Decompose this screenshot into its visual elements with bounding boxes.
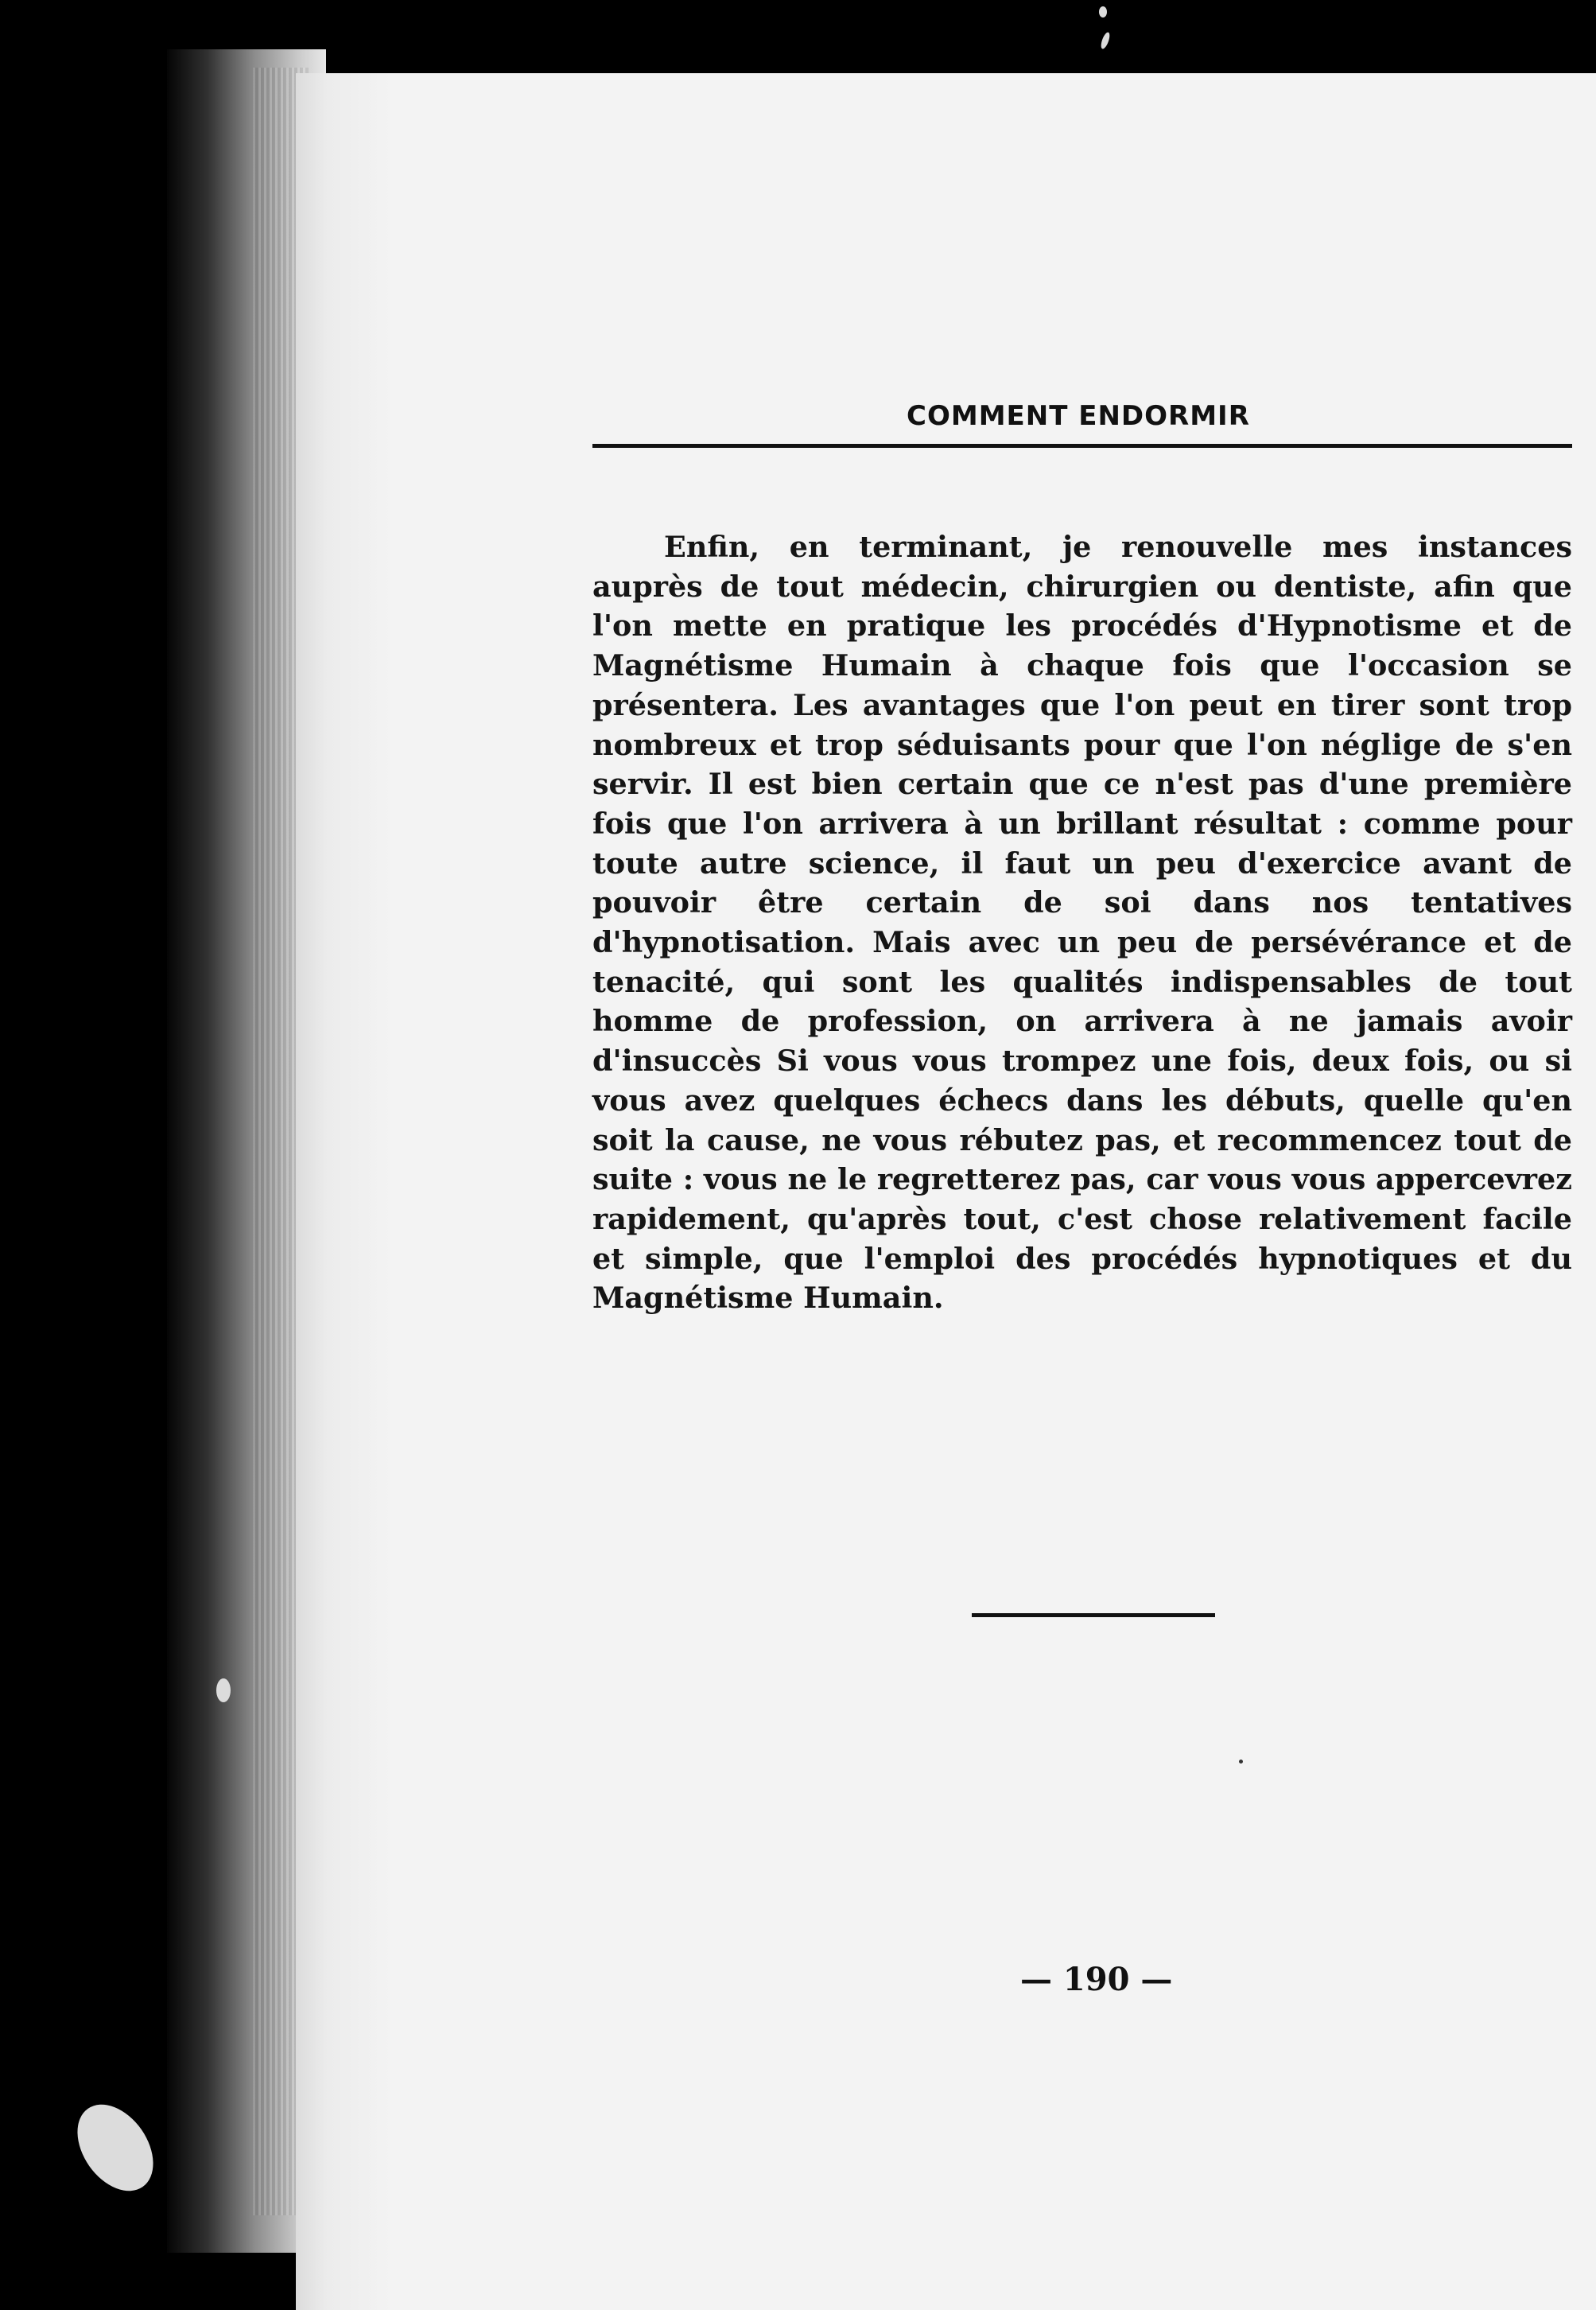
body-paragraph: Enfin, en terminant, je renouvelle mes instances auprès de tout médecin, chirurgien ou dentiste, afin que l'on mette en pratique les procédés d'Hypnotisme et de Magnétisme Humain à chaque fois que l'occasion se présentera. Les avantages que l'on peut en tirer sont trop nombreux et trop séduisants pour que l'on néglige de s'en servir. Il est bien certain que ce n'est pas d'une première fois que l'on arrivera à un brillant résultat : comme pour toute autre science, il faut un peu d'exercice avant de pouvoir être certain de soi dans nos tentatives d'hypnotisation. Mais avec un peu de persévérance et de tenacité, qui sont les qualités indispensables de tout homme de profession, on arrivera à ne jamais avoir d'insuccès Si vous vous trompez une fois, deux fois, ou si vous avez quelques échecs dans les débuts, quelle qu'en soit la cause, ne vous rébutez pas, et recommencez tout de suite : vous ne le regretterez pas, car vous vous appercevrez rapidement, qu'après tout, c'est chose relativement facile et simple, que l'emploi des procédés hypnotiques et du Magnétisme Humain. <box>592 530 1572 1316</box>
scan-speck <box>216 1678 231 1702</box>
page-number: — 190 — <box>1020 1961 1173 1998</box>
section-end-rule <box>972 1613 1215 1617</box>
scan-blob <box>62 2090 169 2205</box>
scan-speck <box>1239 1760 1243 1764</box>
running-head: COMMENT ENDORMIR <box>907 400 1250 432</box>
scan-speck <box>1099 6 1107 18</box>
header-rule <box>592 444 1572 448</box>
scan-speck <box>1099 31 1111 49</box>
